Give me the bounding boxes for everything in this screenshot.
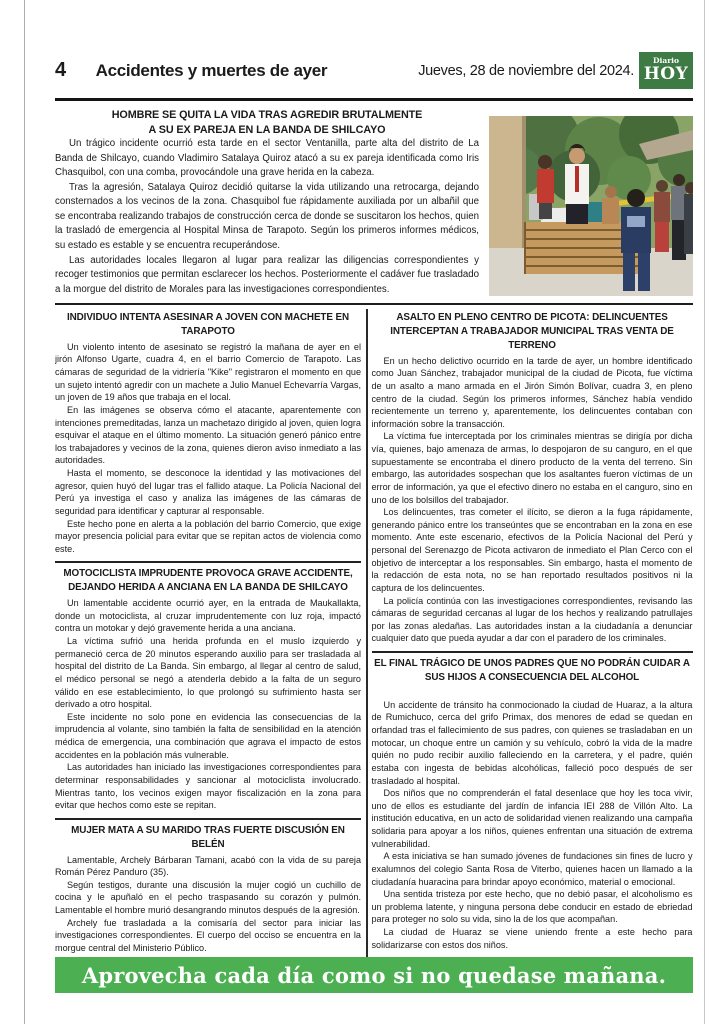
article-rule [55, 818, 361, 820]
lead-paragraph: Un trágico incidente ocurrió esta tarde en el sector Ventanilla, parte alta del distrito de La Banda de Shilcayo, cuando Vladimiro Satalaya Quiroz atacó a su ex pareja identificada como Iris Chasquibol, con una comba, provocándole una grave herida en la cabeza. [55, 138, 479, 179]
article-title: EL FINAL TRÁGICO DE UNOS PADRES QUE NO PODRÁN CUIDAR A SUS HIJOS A CONSECUENCIA DEL ALCOHOL [374, 658, 690, 683]
article-paragraph: Este hecho pone en alerta a la población del barrio Comercio, que exige mayor presencia policial para evitar que se repitan actos de violencia como este. [55, 518, 361, 554]
page-content [55, 52, 693, 965]
page-header [55, 52, 693, 89]
article-paragraph: Según testigos, durante una discusión la mujer cogió un cuchillo de cocina y le apuñaló en el pecho traspasando su corazón y pulmón. Lamentable el hombre murió desangrando minutos después de la agresión. [55, 879, 361, 916]
lead-article-title [55, 108, 479, 137]
article-paragraph: Este incidente no solo pone en evidencia las consecuencias de la imprudencia al volante, sino también la falta de sensibilidad en la atención médica de emergencia, una combinación que agrava el impacto de estos accidentes en la población más vulnerable. [55, 711, 361, 760]
diario-hoy-logo [639, 52, 693, 89]
section-title: Accidentes y muertes de ayer [95, 60, 328, 80]
footer-quote-text: Aprovecha cada día como si no quedase mañana. [81, 962, 667, 988]
article-paragraph: La ciudad de Huaraz se viene uniendo frente a este hecho para solidarizarse con estos dos niños. [371, 927, 693, 950]
article-paragraph: La víctima sufrió una herida profunda en el muslo izquierdo y permaneció cerca de 20 minutos esperando auxilio para ser trasladada al hospital del distrito de La Banda. Sin embargo, al llegar al centro de salud, el médico personal se negó a atenderla debido a la falta de un seguro válido en ese establecimiento, lo que prolongó su sufrimiento hasta ser derivado a otro hospital. [55, 636, 361, 710]
crime-scene-photo [489, 116, 693, 296]
article-paragraph: Un violento intento de asesinato se registró la mañana de ayer en el jirón Alfonso Ugarte, cuadra 4, en el barrio Comercio de Tarapoto. Las cámaras de seguridad de la vidriería "Kike" registraron el momento en que un sujeto intentó agredir con un machete a Julio Manuel Echevarría Vargas, un joven de 19 años que trabaja en el local. [55, 341, 361, 403]
header-rule [55, 98, 693, 101]
logo-diario-text: Diario [652, 56, 679, 66]
article-paragraph: Una sentida tristeza por este hecho, que no debió pasar, el alcoholismo es un problema latente, y ninguna persona debe conducir en estado de ebriedad para proteger no solo su vida, sino la de los que acompañan. [371, 889, 693, 925]
right-column [372, 305, 693, 965]
article-rule [55, 561, 361, 563]
header-right [418, 52, 693, 89]
article-paragraph: Los delincuentes, tras cometer el ilícito, se dieron a la fuga rápidamente, generando pánico entre los transeúntes que se encontraban en la zona en ese momento. Ante este escenario, efectivos de la Policía Nacional del Perú y personal del Serenazgo de Picota activaron de inmediato el Plan Cerco con el objetivo de interceptar a los responsables. Sin embargo, hasta el momento de la redacción de esta nota, no se han reportado resultados positivos ni la captura de los delincuentes. [371, 507, 693, 593]
page-edge-right [704, 0, 705, 1024]
article-paragraph: Dos niños que no comprenderán el fatal desenlace que hoy les toca vivir, uno de ellos es estudiante del jardín de infancia IEI 288 de Villón Alto. La institución educativa, en un acto de solidaridad vienen realizando una campaña solidaria para apoyar a los niños, quienes enfrentan una situación de extrema vulnerabilidad. [371, 788, 693, 849]
columns-section [55, 305, 693, 965]
page-number: 4 [55, 59, 66, 81]
article-paragraph: Un lamentable accidente ocurrió ayer, en la entrada de Maukallakta, donde un motociclista, al cruzar imprudentemente con luz roja, impactó contra un motokar y dejó gravemente herida a una anciana. [55, 598, 361, 634]
left-column [55, 305, 361, 965]
article-paragraph: Lamentable, Archely Bárbaran Tamani, acabó con la vida de su pareja Román Pérez Panduro (35). [55, 854, 361, 878]
article-paragraph: Un accidente de tránsito ha conmocionado la ciudad de Huaraz, a la altura de Rumichuco, cerca del grifo Primax, dos menores de edad se quedan en orfandad tras el fallecimiento de sus padres, con quienes se trasladaban en un motocar, un choque entre un camión y su vehículo, cobró la vida de la madre quién no pudo recibir auxilio falleciendo en la carretera, y el padre, quién estaba con ingesta de bebidas alcohólicas, falleció poco después de ser trasladado al hospital. [371, 699, 693, 786]
lead-article-text [55, 108, 479, 297]
article-title: INDIVIDUO INTENTA ASESINAR A JOVEN CON MACHETE EN TARAPOTO [66, 312, 350, 337]
lead-article [55, 108, 693, 297]
article-paragraph: Las autoridades han iniciado las investigaciones correspondientes para determinar responsabilidades y sancionar al motociclista involucrado. Mientras tanto, los vecinos exigen mayor fiscalización en la zona para evitar que hechos como este se repitan. [55, 762, 361, 811]
lead-paragraph: Tras la agresión, Satalaya Quiroz decidió quitarse la vida utilizando una retrocarga, dejando consternados a los vecinos de la zona. Chasquibol fue rápidamente auxiliada por un albañil que se encontraba realizando trabajos de construcción cerca de donde se suscitaron los hechos, quien la trasladó de emergencia al Hospital Minsa de Tarapoto. Según los primeros informes médicos, su estado es estable y se encuentra recuperándose. [55, 181, 479, 251]
article-paragraph: Hasta el momento, se desconoce la identidad y las motivaciones del agresor, quien huyó del lugar tras el fallido ataque. La Policía Nacional del Perú ya investiga el caso y analiza las imágenes de las cámaras de seguridad para identificar y capturar al responsable. [55, 468, 361, 516]
lead-title-line1: HOMBRE SE QUITA LA VIDA TRAS AGREDIR BRUTALMENTE [111, 109, 423, 121]
article-rule [372, 651, 693, 653]
article-paragraph: Archely fue trasladada a la comisaría del sector para iniciar las investigaciones correspondientes. El cuerpo del occiso se encuentra en la morgue central del Ministerio Público. [55, 917, 361, 953]
article-paragraph: A esta iniciativa se han sumado jóvenes de fundaciones sin fines de lucro y exalumnos del colegio Santa Rosa de Viterbo, quienes hacen un llamado a la ciudadanía huaracina para brindar apoyo económico, material o emocional. [371, 851, 693, 887]
lead-title-line2: A SU EX PAREJA EN LA BANDA DE SHILCAYO [148, 123, 386, 136]
column-divider-rule [366, 309, 368, 965]
logo-hoy-text: HOY [643, 63, 689, 84]
article-title: ASALTO EN PLENO CENTRO DE PICOTA: DELINCUENTES INTERCEPTAN A TRABAJADOR MUNICIPAL TRAS VENTA DE TERRENO [390, 312, 674, 351]
article-paragraph: En un hecho delictivo ocurrido en la tarde de ayer, un hombre identificado como Juan Sánchez, trabajador municipal de la ciudad de Picota, fue víctima de un asalto a mano armada en el Jirón Simón Bolívar, cuadra 3, en pleno centro de la ciudad. Según los primeros informes, Sánchez había vendido recientemente un terreno y, aparentemente, los delincuentes contaban con información sobre la transacción. [371, 355, 693, 429]
article-title: MOTOCICLISTA IMPRUDENTE PROVOCA GRAVE ACCIDENTE, DEJANDO HERIDA A ANCIANA EN LA BANDA DE SHILCAYO [63, 568, 353, 594]
footer-quote-banner [55, 957, 693, 993]
article-paragraph: La víctima fue interceptada por los criminales mientras se dirigía por dicha vía, quienes, bajo amenaza de armas, lo despojaron de su canguro, en el que supuestamente se encontraba el dinero producto de la venta del terreno. Sin embargo, las autoridades sospechan que los asaltantes fueron víctimas de un error de información, ya que el efectivo dinero no estaba en el canguro, sino en uno de los bolsillos del trabajador. [371, 431, 693, 505]
article-paragraph: En las imágenes se observa cómo el atacante, aparentemente con intenciones premeditadas, lanza un machetazo dirigido al joven, quien logra esquivar el ataque en el último momento. La situación generó pánico entre los trabajadores y vecinos de la zona, quienes dieron aviso inmediato a las autoridades. [55, 404, 361, 466]
page-edge-left [24, 0, 25, 1024]
article-title: MUJER MATA A SU MARIDO TRAS FUERTE DISCUSIÓN EN BELÉN [71, 824, 345, 850]
edition-date: Jueves, 28 de noviembre del 2024. [418, 62, 634, 79]
lead-paragraph: Las autoridades locales llegaron al lugar para realizar las diligencias correspondientes y recoger testimonios que permitan esclarecer los hechos. Posteriormente el cadáver fue trasladado a la morgue del distrito de Morales para las investigaciones correspondientes. [55, 254, 479, 295]
article-paragraph: La policía continúa con las investigaciones correspondientes, revisando las cámaras de seguridad cercanas al lugar de los hechos y realizando patrullajes por las zonas aledañas. Las autoridades instan a la ciudadanía a denunciar cualquier dato que pueda ayudar a dar con el paradero de los criminales. [371, 595, 693, 644]
